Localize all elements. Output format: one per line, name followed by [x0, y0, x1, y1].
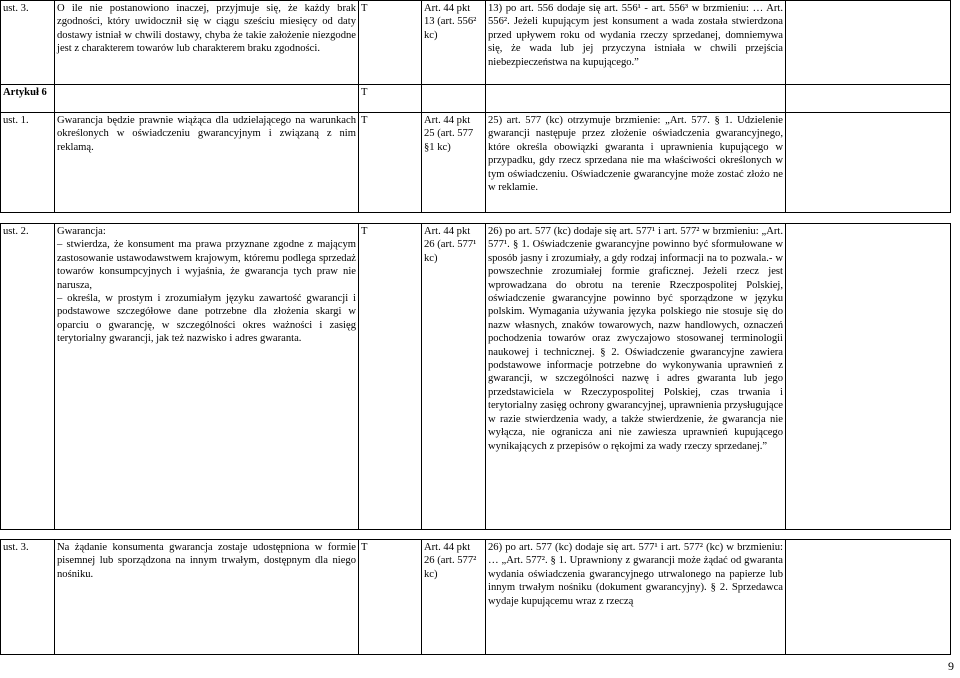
transposition-mark-cell: T — [359, 113, 422, 213]
directive-text-cell: O ile nie postanowiono inaczej, przyjmuje się, że każdy brak zgodności, który uwidocznił się w ciągu sześciu miesięcy od daty dostawy istniał w chwili dostawy, chyba że takie założenie niezgodne jest z charakterem towarów lub charakterem braku zgodności. — [55, 1, 359, 85]
provision-cell: ust. 1. — [1, 113, 55, 213]
directive-text-cell — [55, 224, 359, 530]
provision-cell: ust. 3. — [1, 540, 55, 655]
comment-cell — [786, 1, 951, 85]
directive-text-cell — [55, 85, 359, 113]
table-row — [1, 540, 951, 655]
table-row — [1, 1, 951, 85]
article-ref-cell: Art. 44 pkt 26 (art. 577¹ kc) — [422, 224, 486, 530]
transposition-mark-cell: T — [359, 85, 422, 113]
amendment-text-cell: 26) po art. 577 (kc) dodaje się art. 577¹ i art. 577² w brzmieniu: „Art. 577¹. § 1. Oświadczenie gwarancyjne powinno być sformułowane w sposób jasny i zrozumiały, a gdy rodzaj informacji na to pozwala.- w powszechnie zrozumiałej formie graficznej. Jeżeli rzecz jest wprowadzana do obrotu na terenie Rzeczpospolitej Polskiej, oświadczenie gwarancyjne powinno być sporządzone w języku polskim. Wymagania używania języka polskiego nie stosuje się do nazw własnych, znaków towarowych, nazw handlowych, oznaczeń pochodzenia towarów oraz zwyczajowo stosowanej terminologii naukowej i technicznej. § 2. Oświadczenie gwarancyjne zawiera podstawowe informacje potrzebne do wykonywania uprawnień z gwarancji, w szczególności nazwę i adres gwaranta lub jego przedstawiciela w Rzeczypospolitej Polskiej, czas trwania i terytorialny zasięg ochrony gwarancyjnej, uprawnienia przysługujące w razie stwierdzenia wady, a także stwierdzenie, że gwarancja nie wyłącza, nie ogranicza ani nie zawiesza uprawnień kupującego wynikających z przepisów o rękojmi za wady rzeczy sprzedanej.” — [486, 224, 786, 530]
transposition-mark-cell: T — [359, 224, 422, 530]
article-ref-cell: Art. 44 pkt 13 (art. 556² kc) — [422, 1, 486, 85]
table-row — [1, 224, 951, 530]
article-ref-cell: Art. 44 pkt 25 (art. 577 §1 kc) — [422, 113, 486, 213]
transposition-mark-cell: T — [359, 1, 422, 85]
comment-cell — [786, 540, 951, 655]
directive-text-cell: Na żądanie konsumenta gwarancja zostaje udostępniona w formie pisemnej lub sporządzona na innym trwałym, dostępnym dla niego nośniku. — [55, 540, 359, 655]
transposition-mark-cell: T — [359, 540, 422, 655]
comment-cell — [786, 224, 951, 530]
page-number: 9 — [948, 659, 954, 673]
list-intro: Gwarancja: — [57, 226, 106, 237]
spacer-row — [1, 530, 951, 540]
amendment-text-cell: 13) po art. 556 dodaje się art. 556¹ - art. 556³ w brzmieniu: … Art. 556². Jeżeli kupującym jest konsument a wada została stwierdzona przed upływem roku od wydania rzeczy sprzedanej, domniemywa się, że wada lub jej przyczyna istniała w chwili przejścia niebezpieczeństwa na kupującego.” — [486, 1, 786, 85]
provision-cell: ust. 2. — [1, 224, 55, 530]
article-ref-cell — [422, 85, 486, 113]
amendment-text-cell: 25) art. 577 (kc) otrzymuje brzmienie: „Art. 577. § 1. Udzielenie gwarancji następuje przez złożenie oświadczenia gwarancyjnego, które określa obowiązki gwaranta i uprawnienia kupującego w przypadku, gdy rzecz sprzedana nie ma właściwości określonych w tym oświadczeniu. Oświadczenie gwarancyjne może zostać złożo ne w reklamie. — [486, 113, 786, 213]
list-item: – stwierdza, że konsument ma prawa przyznane zgodne z mającym zastosowanie ustawodawstwem krajowym, któremu podlega sprzedaż towarów konsumpcyjnych i wyjaśnia, że gwarancja tych praw nie narusza, — [57, 239, 356, 291]
provision-cell: ust. 3. — [1, 1, 55, 85]
article-ref-cell: Art. 44 pkt 26 (art. 577² kc) — [422, 540, 486, 655]
list-item: – określa, w prostym i zrozumiałym języku zawartość gwarancji i podstawowe szczegółowe dane potrzebne dla złożenia skargi w oparciu o gwarancję, w szczególności okres ważności i zasięg terytorialny gwarancji, jak też nazwisko i adres gwaranta. — [57, 293, 356, 345]
table-row — [1, 113, 951, 213]
amendment-text-cell: 26) po art. 577 (kc) dodaje się art. 577¹ i art. 577² (kc) w brzmieniu: … „Art. 577². § 1. Uprawniony z gwarancji może żądać od gwaranta wydania oświadczenia gwarancyjnego utrwalonego na papierze lub innym trwałym nośniku (dokument gwarancyjny). § 2. Sprzedawca wydaje kupującemu wraz z rzeczą — [486, 540, 786, 655]
spacer-row — [1, 213, 951, 224]
article-heading-cell: Artykuł 6 — [1, 85, 55, 113]
directive-text-cell: Gwarancja będzie prawnie wiążąca dla udzielającego na warunkach określonych w oświadczeniu gwarancyjnym i związaną z nim reklamą. — [55, 113, 359, 213]
table-row — [1, 85, 951, 113]
amendment-text-cell — [486, 85, 786, 113]
comment-cell — [786, 85, 951, 113]
comment-cell — [786, 113, 951, 213]
